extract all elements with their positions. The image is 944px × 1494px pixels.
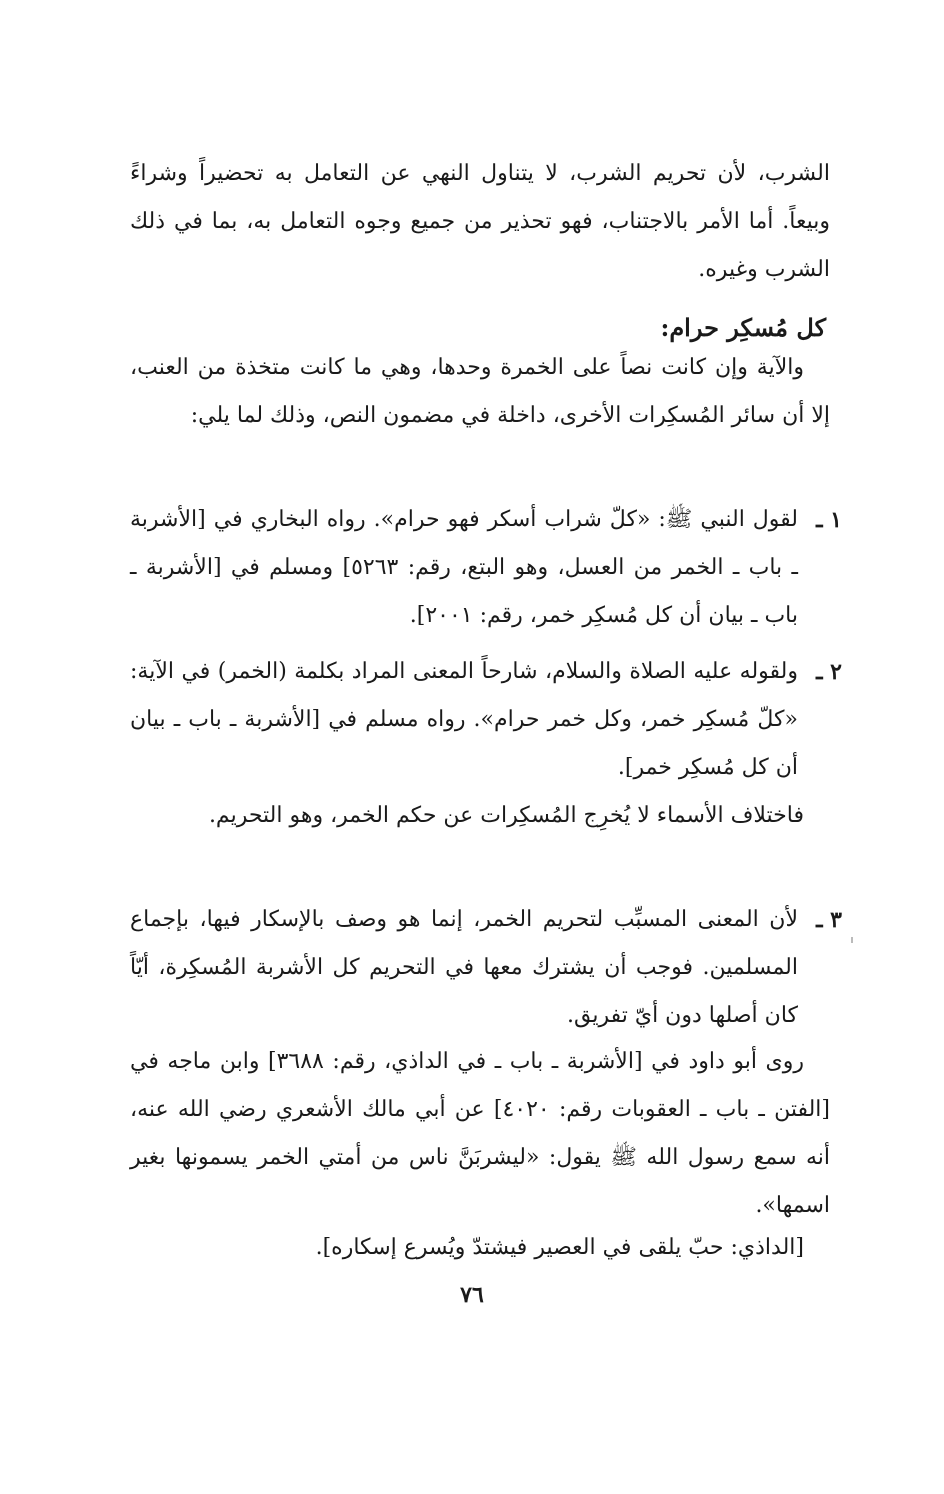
- scan-speck: [851, 937, 853, 943]
- list-item-3: [130, 896, 842, 1040]
- paragraph-names-conclusion: فاختلاف الأسماء لا يُخرِج المُسكِرات عن حكم الخمر، وهو التحريم.: [208, 803, 804, 828]
- list-item-text: ولقوله عليه الصلاة والسلام، شارحاً المعنى المراد بكلمة (الخمر) في الآية: «كلّ مُسكِر خمر، وكل خمر حرام». رواه مسلم في [الأشربة ـ باب ـ بيان أن كل مُسكِر خمر].: [130, 659, 798, 780]
- list-item-text: لأن المعنى المسبِّب لتحريم الخمر، إنما هو وصف بالإسكار فيها، بإجماع المسلمين. فوجب أن يشترك معها في التحريم كل الأشربة المُسكِرة، أيّاً كان أصلها دون أيّ تفريق.: [130, 907, 798, 1028]
- list-item-text: لقول النبي ﷺ: «كلّ شراب أسكر فهو حرام». رواه البخاري في [الأشربة ـ باب ـ الخمر من العسل، وهو البتع، رقم: ٥٢٦٣] ومسلم في [الأشربة ـ باب ـ بيان أن كل مُسكِر خمر، رقم: ٢٠٠١].: [130, 507, 798, 628]
- list-item-number: ٣ ـ: [816, 907, 842, 933]
- list-item-number: ٢ ـ: [816, 659, 842, 685]
- list-item-number: ١ ـ: [816, 507, 842, 533]
- section-heading: كل مُسكِر حرام:: [660, 313, 826, 342]
- paragraph-intro: الشرب، لأن تحريم الشرب، لا يتناول النهي عن التعامل به تحضيراً وشراءً وبيعاً. أما الأمر بالاجتناب، فهو تحذير من جميع وجوه التعامل به، بما في ذلك الشرب وغيره.: [130, 161, 830, 282]
- paragraph-verse-explanation: والآية وإن كانت نصاً على الخمرة وحدها، وهي ما كانت متخذة من العنب، إلا أن سائر المُسكِرات الأخرى، داخلة في مضمون النص، وذلك لما يلي:: [130, 355, 830, 428]
- paragraph-footnote-definition: [الداذي: حبّ يلقى في العصير فيشتدّ ويُسرع إسكاره].: [315, 1235, 804, 1260]
- list-item-2: [130, 648, 842, 792]
- paragraph-hadith-narration: روى أبو داود في [الأشربة ـ باب ـ في الداذي، رقم: ٣٦٨٨] وابن ماجه في [الفتن ـ باب ـ العقوبات رقم: ٤٠٢٠] عن أبي مالك الأشعري رضي الله عنه، أنه سمع رسول الله ﷺ يقول: «ليشربَنَّ ناس من أمتي الخمر يسمونها بغير اسمها».: [130, 1049, 830, 1218]
- page-number: ٧٦: [460, 1282, 484, 1308]
- list-item-1: [130, 496, 842, 640]
